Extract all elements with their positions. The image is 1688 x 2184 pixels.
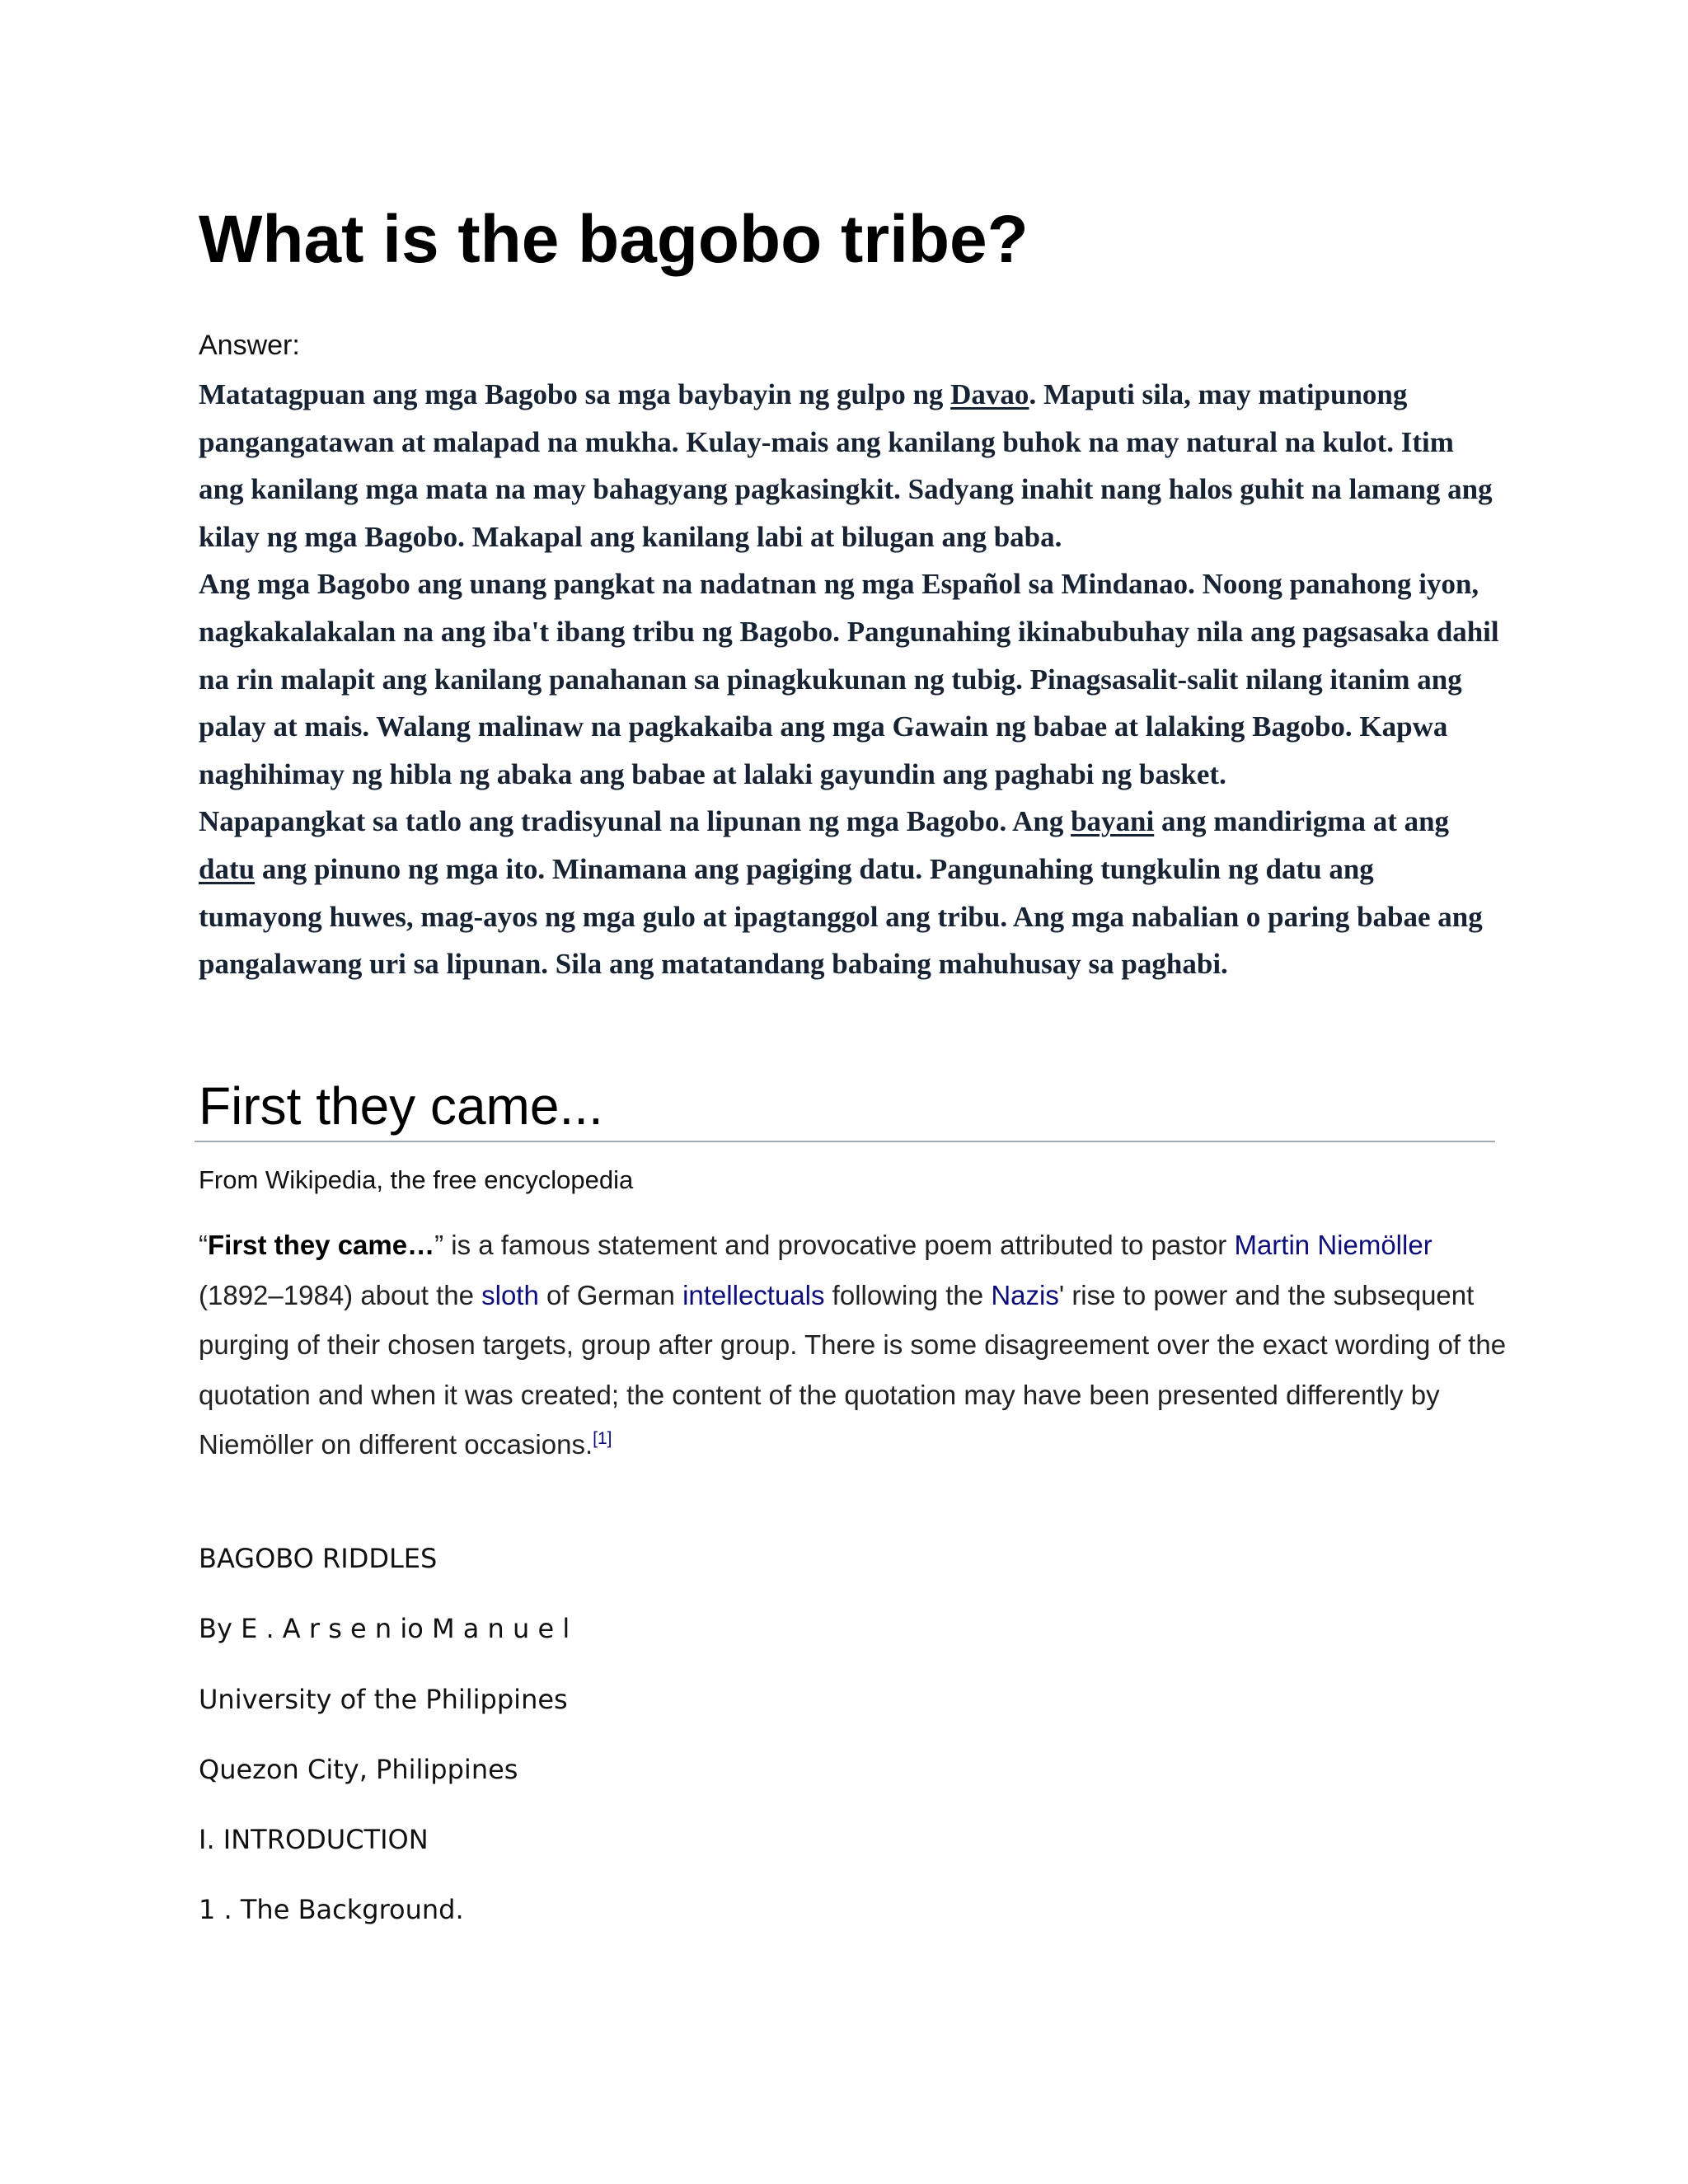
wiki-paragraph — [199, 1221, 1509, 1470]
link-davao[interactable]: Davao — [950, 378, 1029, 410]
wiki-heading: First they came... — [199, 1076, 603, 1136]
answer-paragraph-3 — [199, 798, 1501, 987]
wiki-text-4: following the — [824, 1279, 992, 1310]
wiki-tagline: From Wikipedia, the free encyclopedia — [199, 1165, 634, 1194]
riddles-section-heading: I. INTRODUCTION — [199, 1824, 429, 1856]
answer-p3-text-a: Napapangkat sa tatlo ang tradisyunal na lipunan ng mga Bagobo. Ang — [199, 805, 1071, 838]
answer-p1-text-a: Matatagpuan ang mga Bagobo sa mga baybayin ng gulpo ng — [199, 378, 951, 410]
answer-p1-text-b: . Maputi sila, may matipunong pangangatawan at malapad na mukha. Kulay-mais ang kanilang buhok na may natural na kulot. Itim ang kanilang mga mata na may bahagyang pagkasingkit. Sadyang inahit nang halos guhit na lamang ang kilay ng mga Bagobo. Makapal ang kanilang labi at bilugan ang baba. — [199, 378, 1493, 553]
riddles-university: University of the Philippines — [199, 1683, 568, 1715]
citation-1[interactable]: [1] — [593, 1429, 612, 1448]
link-nazis[interactable]: Nazis — [991, 1279, 1059, 1310]
answer-paragraph-1 — [199, 371, 1501, 560]
riddles-section — [199, 1542, 570, 1964]
open-quote: “ — [199, 1230, 208, 1260]
link-intellectuals[interactable]: intellectuals — [682, 1279, 825, 1310]
poem-title: First they came… — [208, 1230, 435, 1260]
close-quote: ” — [434, 1230, 444, 1260]
answer-p3-text-c: ang pinuno ng mga ito. Minamana ang pagiging datu. Pangunahing tungkulin ng datu ang tumayong huwes, mag-ayos ng mga gulo at ipagtanggol ang tribu. Ang mga nabalian o paring babae ang pangalawang uri sa lipunan. Sila ang matatandang babaing mahuhusay sa paghabi. — [199, 852, 1483, 981]
heading-divider — [195, 1141, 1495, 1142]
wiki-text-1: is a famous statement and provocative poem attributed to pastor — [443, 1230, 1235, 1260]
wiki-text-5: ' rise to power and the subsequent purging of their chosen targets, group after group. There is some disagreement over the exact wording of the quotation and when it was created; the content of the quotation may have been presented differently by Niemöller on different occasions. — [199, 1279, 1507, 1460]
riddles-author: By E . A r s e n io M a n u e l — [199, 1613, 570, 1645]
link-sloth[interactable]: sloth — [481, 1279, 539, 1310]
link-martin-niemoller[interactable]: Martin Niemöller — [1234, 1230, 1432, 1260]
riddles-subsection-heading: 1 . The Background. — [199, 1894, 464, 1926]
page-title: What is the bagobo tribe? — [199, 202, 1029, 277]
answer-body — [199, 371, 1501, 988]
link-bayani[interactable]: bayani — [1071, 805, 1155, 838]
link-datu[interactable]: datu — [199, 852, 256, 885]
answer-paragraph-2: Ang mga Bagobo ang unang pangkat na nadatnan ng mga Español sa Mindanao. Noong panahong iyon, nagkakalakalan na ang iba't ibang tribu ng Bagobo. Pangunahing ikinabubuhay nila ang pagsasaka dahil na rin malapit ang kanilang panahanan sa pinagkukunan ng tubig. Pinagsasalit-salit nilang itanim ang palay at mais. Walang malinaw na pagkakaiba ang mga Gawain ng babae at lalaking Bagobo. Kapwa naghihimay ng hibla ng abaka ang babae at lalaki gayundin ang paghabi ng basket. — [199, 568, 1499, 790]
answer-p3-text-b: ang mandirigma at ang — [1154, 805, 1450, 838]
wiki-text-2: (1892–1984) about the — [199, 1279, 482, 1310]
riddles-title: BAGOBO RIDDLES — [199, 1543, 438, 1574]
answer-label: Answer: — [199, 330, 300, 361]
riddles-location: Quezon City, Philippines — [199, 1753, 518, 1785]
wiki-text-3: of German — [538, 1279, 683, 1310]
